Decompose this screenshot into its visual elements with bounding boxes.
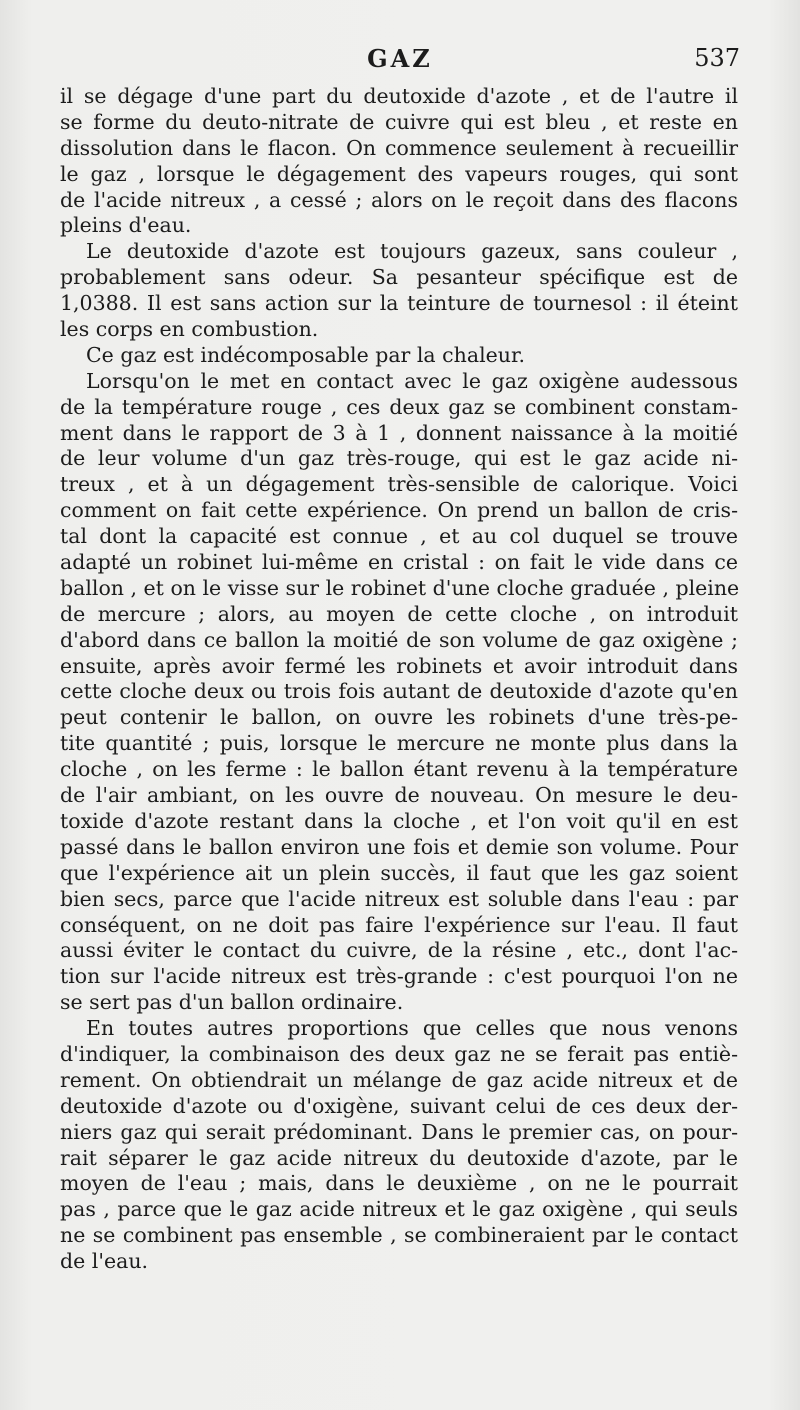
text-line: ne se combinent pas ensemble , se combineraient par le contact [60, 1223, 738, 1248]
text-line: Ce gaz est indécomposable par la chaleur. [86, 342, 526, 367]
text-line: tion sur l'acide nitreux est très-grande : c'est pourquoi l'on ne [60, 964, 738, 989]
page-number: 537 [694, 44, 740, 72]
text-line: le gaz , lorsque le dégagement des vapeurs rouges, qui sont [60, 161, 738, 186]
text-line: de l'air ambiant, on les ouvre de nouveau. On mesure le deu- [60, 783, 738, 808]
text-line: Lorsqu'on le met en contact avec le gaz oxigène audessous [86, 368, 738, 393]
text-line: cette cloche deux ou trois fois autant de deutoxide d'azote qu'en [60, 679, 738, 704]
text-line: aussi éviter le contact du cuivre, de la résine , etc., dont l'ac- [60, 938, 738, 963]
text-line: tite quantité ; puis, lorsque le mercure ne monte plus dans la [60, 731, 738, 756]
text-line: de leur volume d'un gaz très-rouge, qui est le gaz acide ni- [60, 446, 738, 471]
paragraph [60, 343, 738, 369]
paragraph [60, 239, 738, 343]
text-line: niers gaz qui serait prédominant. Dans le premier cas, on pour- [60, 1119, 738, 1144]
text-line: de mercure ; alors, au moyen de cette cloche , on introduit [60, 601, 738, 626]
text-line: cloche , on les ferme : le ballon étant revenu à la température [60, 757, 738, 782]
text-line: de l'eau. [60, 1249, 149, 1274]
text-line: passé dans le ballon environ une fois et demie son volume. Pour [60, 834, 738, 859]
text-line: moyen de l'eau ; mais, dans le deuxième , on ne le pourrait [60, 1171, 738, 1196]
text-line: bien secs, parce que l'acide nitreux est soluble dans l'eau : par [60, 886, 738, 911]
text-line: il se dégage d'une part du deutoxide d'azote , et de l'autre il [60, 84, 738, 108]
text-line: dissolution dans le flacon. On commence seulement à recueillir [60, 135, 738, 160]
text-line: comment on fait cette expérience. On prend un ballon de cris- [60, 498, 738, 523]
text-line: se forme du deuto-nitrate de cuivre qui est bleu , et reste en [60, 109, 738, 134]
text-line: que l'expérience ait un plein succès, il faut que les gaz soient [60, 860, 738, 885]
text-line: 1,0388. Il est sans action sur la teinture de tournesol : il éteint [60, 291, 738, 316]
text-line: Le deutoxide d'azote est toujours gazeux, sans couleur , [86, 239, 738, 264]
text-line: toxide d'azote restant dans la cloche , et l'on voit qu'il en est [60, 808, 738, 833]
text-line: de la température rouge , ces deux gaz se combinent constam- [60, 394, 738, 419]
text-line: probablement sans odeur. Sa pesanteur spécifique est de [60, 265, 738, 290]
text-line: de l'acide nitreux , a cessé ; alors on le reçoit dans des flacons [60, 187, 738, 212]
paragraph [60, 1016, 738, 1275]
text-line: conséquent, on ne doit pas faire l'expérience sur l'eau. Il faut [60, 912, 738, 937]
text-line: deutoxide d'azote ou d'oxigène, suivant celui de ces deux der- [60, 1093, 738, 1118]
text-line: peut contenir le ballon, on ouvre les robinets d'une très-pe- [60, 705, 738, 730]
text-line: les corps en combustion. [60, 317, 319, 342]
body-text [60, 84, 738, 1275]
text-line: rement. On obtiendrait un mélange de gaz acide nitreux et de [60, 1067, 738, 1092]
text-line: ballon , et on le visse sur le robinet d'une cloche graduée , pleine [60, 575, 740, 600]
text-line: pleins d'eau. [60, 213, 192, 238]
text-line: En toutes autres proportions que celles que nous venons [86, 1016, 738, 1041]
running-head [60, 44, 740, 80]
text-line: treux , et à un dégagement très-sensible de calorique. Voici [60, 472, 738, 497]
text-line: ment dans le rapport de 3 à 1 , donnent naissance à la moitié [60, 420, 738, 445]
running-title: GAZ [367, 44, 433, 73]
text-line: rait séparer le gaz acide nitreux du deutoxide d'azote, par le [60, 1145, 738, 1170]
text-line: ensuite, après avoir fermé les robinets et avoir introduit dans [60, 653, 738, 678]
paragraph [60, 369, 738, 1016]
text-line: adapté un robinet lui-même en cristal : on fait le vide dans ce [60, 550, 738, 575]
text-line: se sert pas d'un ballon ordinaire. [60, 990, 404, 1015]
text-line: pas , parce que le gaz acide nitreux et le gaz oxigène , qui seuls [60, 1197, 738, 1222]
paragraph [60, 84, 738, 239]
text-line: d'indiquer, la combinaison des deux gaz ne se ferait pas entiè- [60, 1041, 738, 1066]
text-line: tal dont la capacité est connue , et au col duquel se trouve [60, 524, 738, 549]
text-line: d'abord dans ce ballon la moitié de son volume de gaz oxigène ; [60, 627, 738, 652]
